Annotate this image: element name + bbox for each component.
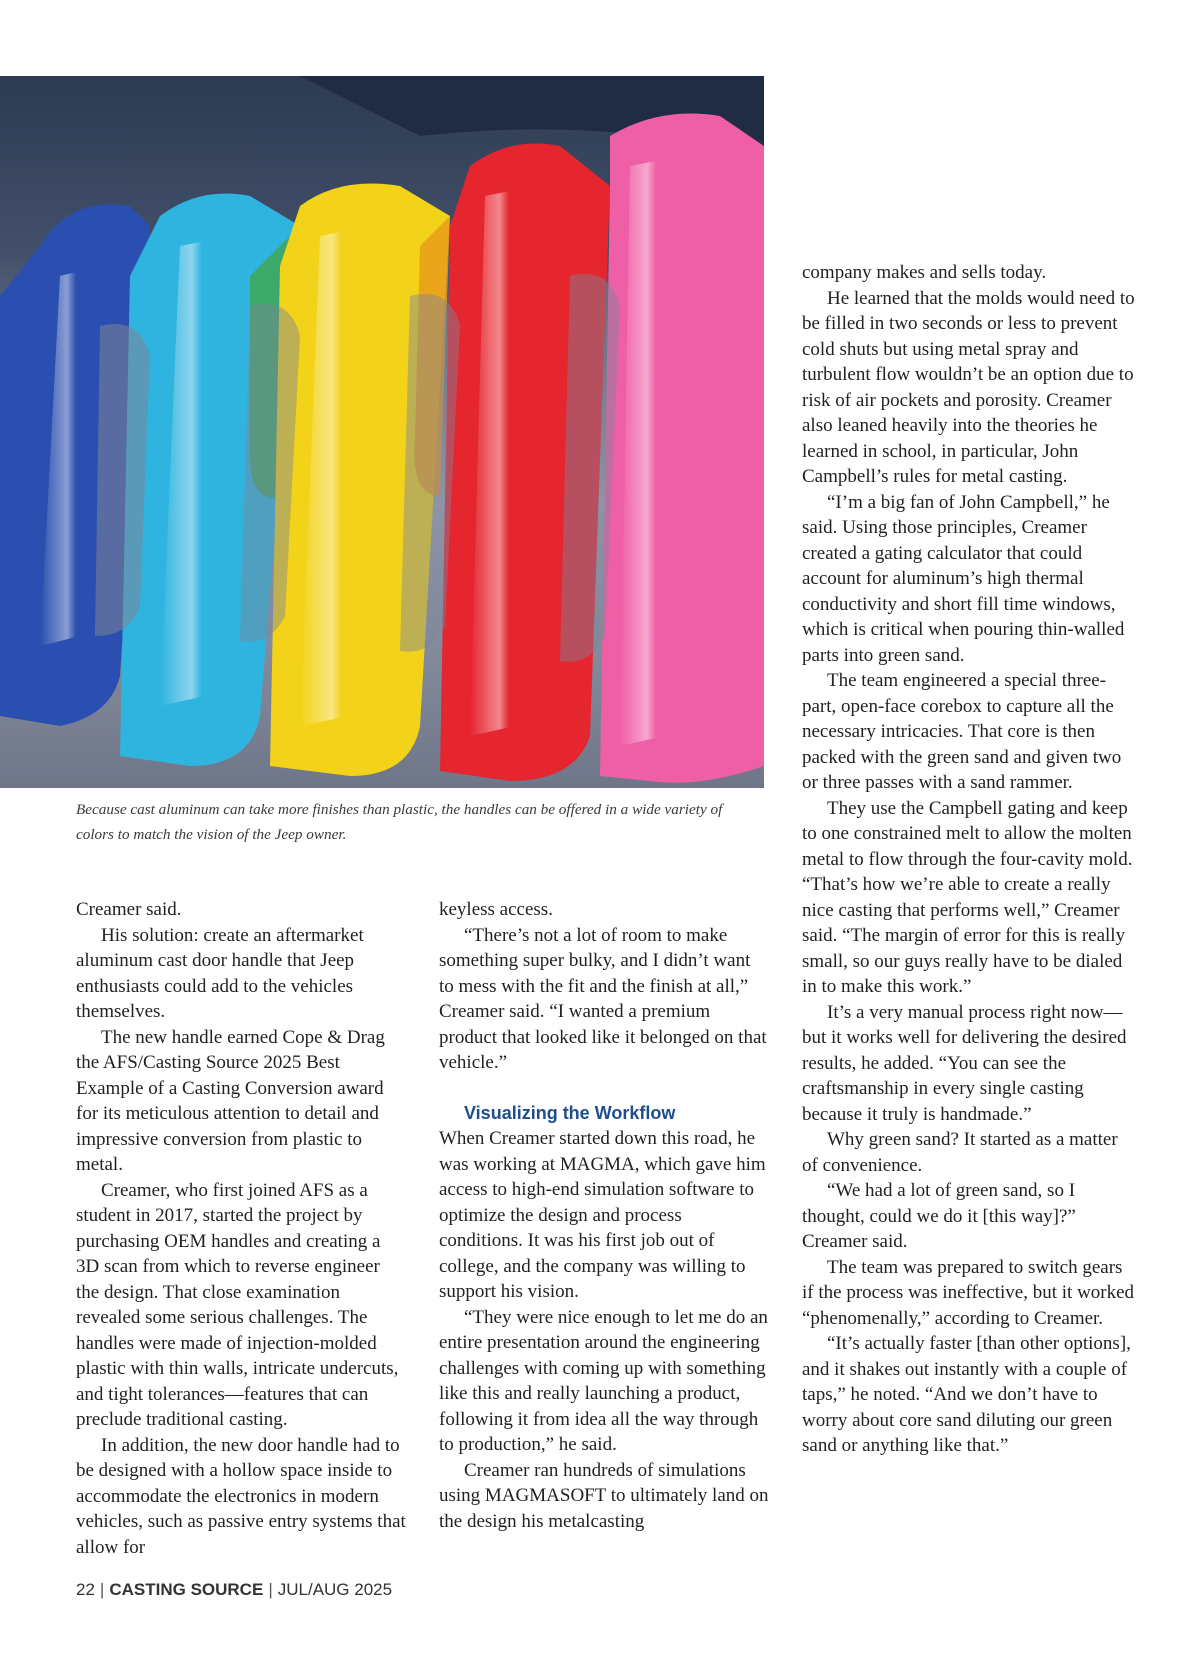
body-paragraph: His solution: create an aftermarket aluminum cast door handle that Jeep enthusiasts could add to the vehicles themselves. [76,924,364,1022]
body-paragraph: Why green sand? It started as a matter of convenience. [802,1129,1118,1176]
body-paragraph: The team engineered a special three-part, open-face corebox to capture all the necessary intricacies. That core is then packed with the green sand and given two or three passes with a sand rammer. [802,670,1122,793]
issue-date: JUL/AUG 2025 [277,1580,393,1599]
body-paragraph: Creamer said. [76,899,182,920]
body-paragraph: “It’s actually faster [than other options], and it shakes out instantly with a couple of taps,” he noted. “And we don’t have to worry about core sand diluting our green sand or anything like that.” [802,1333,1131,1456]
magazine-name: CASTING SOURCE [109,1580,264,1599]
article-column-3 [802,260,1137,1459]
body-paragraph: They use the Campbell gating and keep to one constrained melt to allow the molten metal to flow through the four-cavity mold. “That’s how we’re able to create a really nice casting that performs well,” Creamer said. “The margin of error for this is really small, so our guys really have to be dialed in to make this work.” [802,797,1133,997]
body-paragraph: It’s a very manual process right now—but it works well for delivering the desired results, he added. “You can see the craftsmanship in every single casting because it truly is handmade.” [802,1001,1127,1125]
body-paragraph: “They were nice enough to let me do an entire presentation around the engineering challenges with coming up with something like this and really launching a product, following it from idea all the way through to production,” he said. [439,1306,768,1455]
body-paragraph: In addition, the new door handle had to be designed with a hollow space inside to accommodate the electronics in modern vehicles, such as passive entry systems that allow for [76,1434,406,1558]
body-paragraph: “We had a lot of green sand, so I thought, could we do it [this way]?” Creamer said. [802,1180,1076,1252]
body-paragraph: The new handle earned Cope & Drag the AFS/Casting Source 2025 Best Example of a Casting Conversion award for its meticulous attention to detail and impressive conversion from plastic to metal. [76,1026,385,1175]
body-paragraph: He learned that the molds would need to be filled in two seconds or less to prevent cold shuts but using metal spray and turbulent flow wouldn’t be an option due to risk of air pockets and porosity. Creamer also leaned heavily into the theories he learned in school, in particular, John Campbell’s rules for metal casting. [802,287,1135,487]
article-column-2 [439,897,769,1534]
body-paragraph: “There’s not a lot of room to make something super bulky, and I didn’t want to mess with the fit and the finish at all,” Creamer said. “I wanted a premium product that looked like it belonged on that vehicle.” [439,924,767,1073]
photo-caption: Because cast aluminum can take more finishes than plastic, the handles can be offered in a wide variety of colors to match the vision of the Jeep owner. [76,801,723,843]
body-paragraph: When Creamer started down this road, he was working at MAGMA, which gave him access to high-end simulation software to optimize the design and process conditions. It was his first job out of college, and the company was willing to support his vision. [439,1128,766,1302]
section-subhead: Visualizing the Workflow [464,1102,676,1123]
body-paragraph: Creamer, who first joined AFS as a student in 2017, started the project by purchasing OEM handles and creating a 3D scan from which to reverse engineer the design. That close examination revealed some serious challenges. The handles were made of injection-molded plastic with thin walls, intricate undercuts, and tight tolerances—features that can preclude traditional casting. [76,1179,399,1430]
body-paragraph: keyless access. [439,899,553,920]
body-paragraph: company makes and sells today. [802,262,1047,283]
page-number: 22 [76,1580,95,1599]
footer-divider: | [268,1580,273,1599]
footer-divider: | [99,1580,105,1599]
door-handles-photo [0,76,764,788]
article-column-1 [76,897,406,1560]
body-paragraph: “I’m a big fan of John Campbell,” he said. Using those principles, Creamer created a gating calculator that could account for aluminum’s high thermal conductivity and short fill time windows, which is critical when pouring thin-walled parts into green sand. [802,491,1125,666]
body-paragraph: Creamer ran hundreds of simulations using MAGMASOFT to ultimately land on the design his metalcasting [439,1459,769,1532]
page-footer [76,1580,392,1600]
body-paragraph: The team was prepared to switch gears if the process was ineffective, but it worked “phenomenally,” according to Creamer. [802,1256,1135,1329]
